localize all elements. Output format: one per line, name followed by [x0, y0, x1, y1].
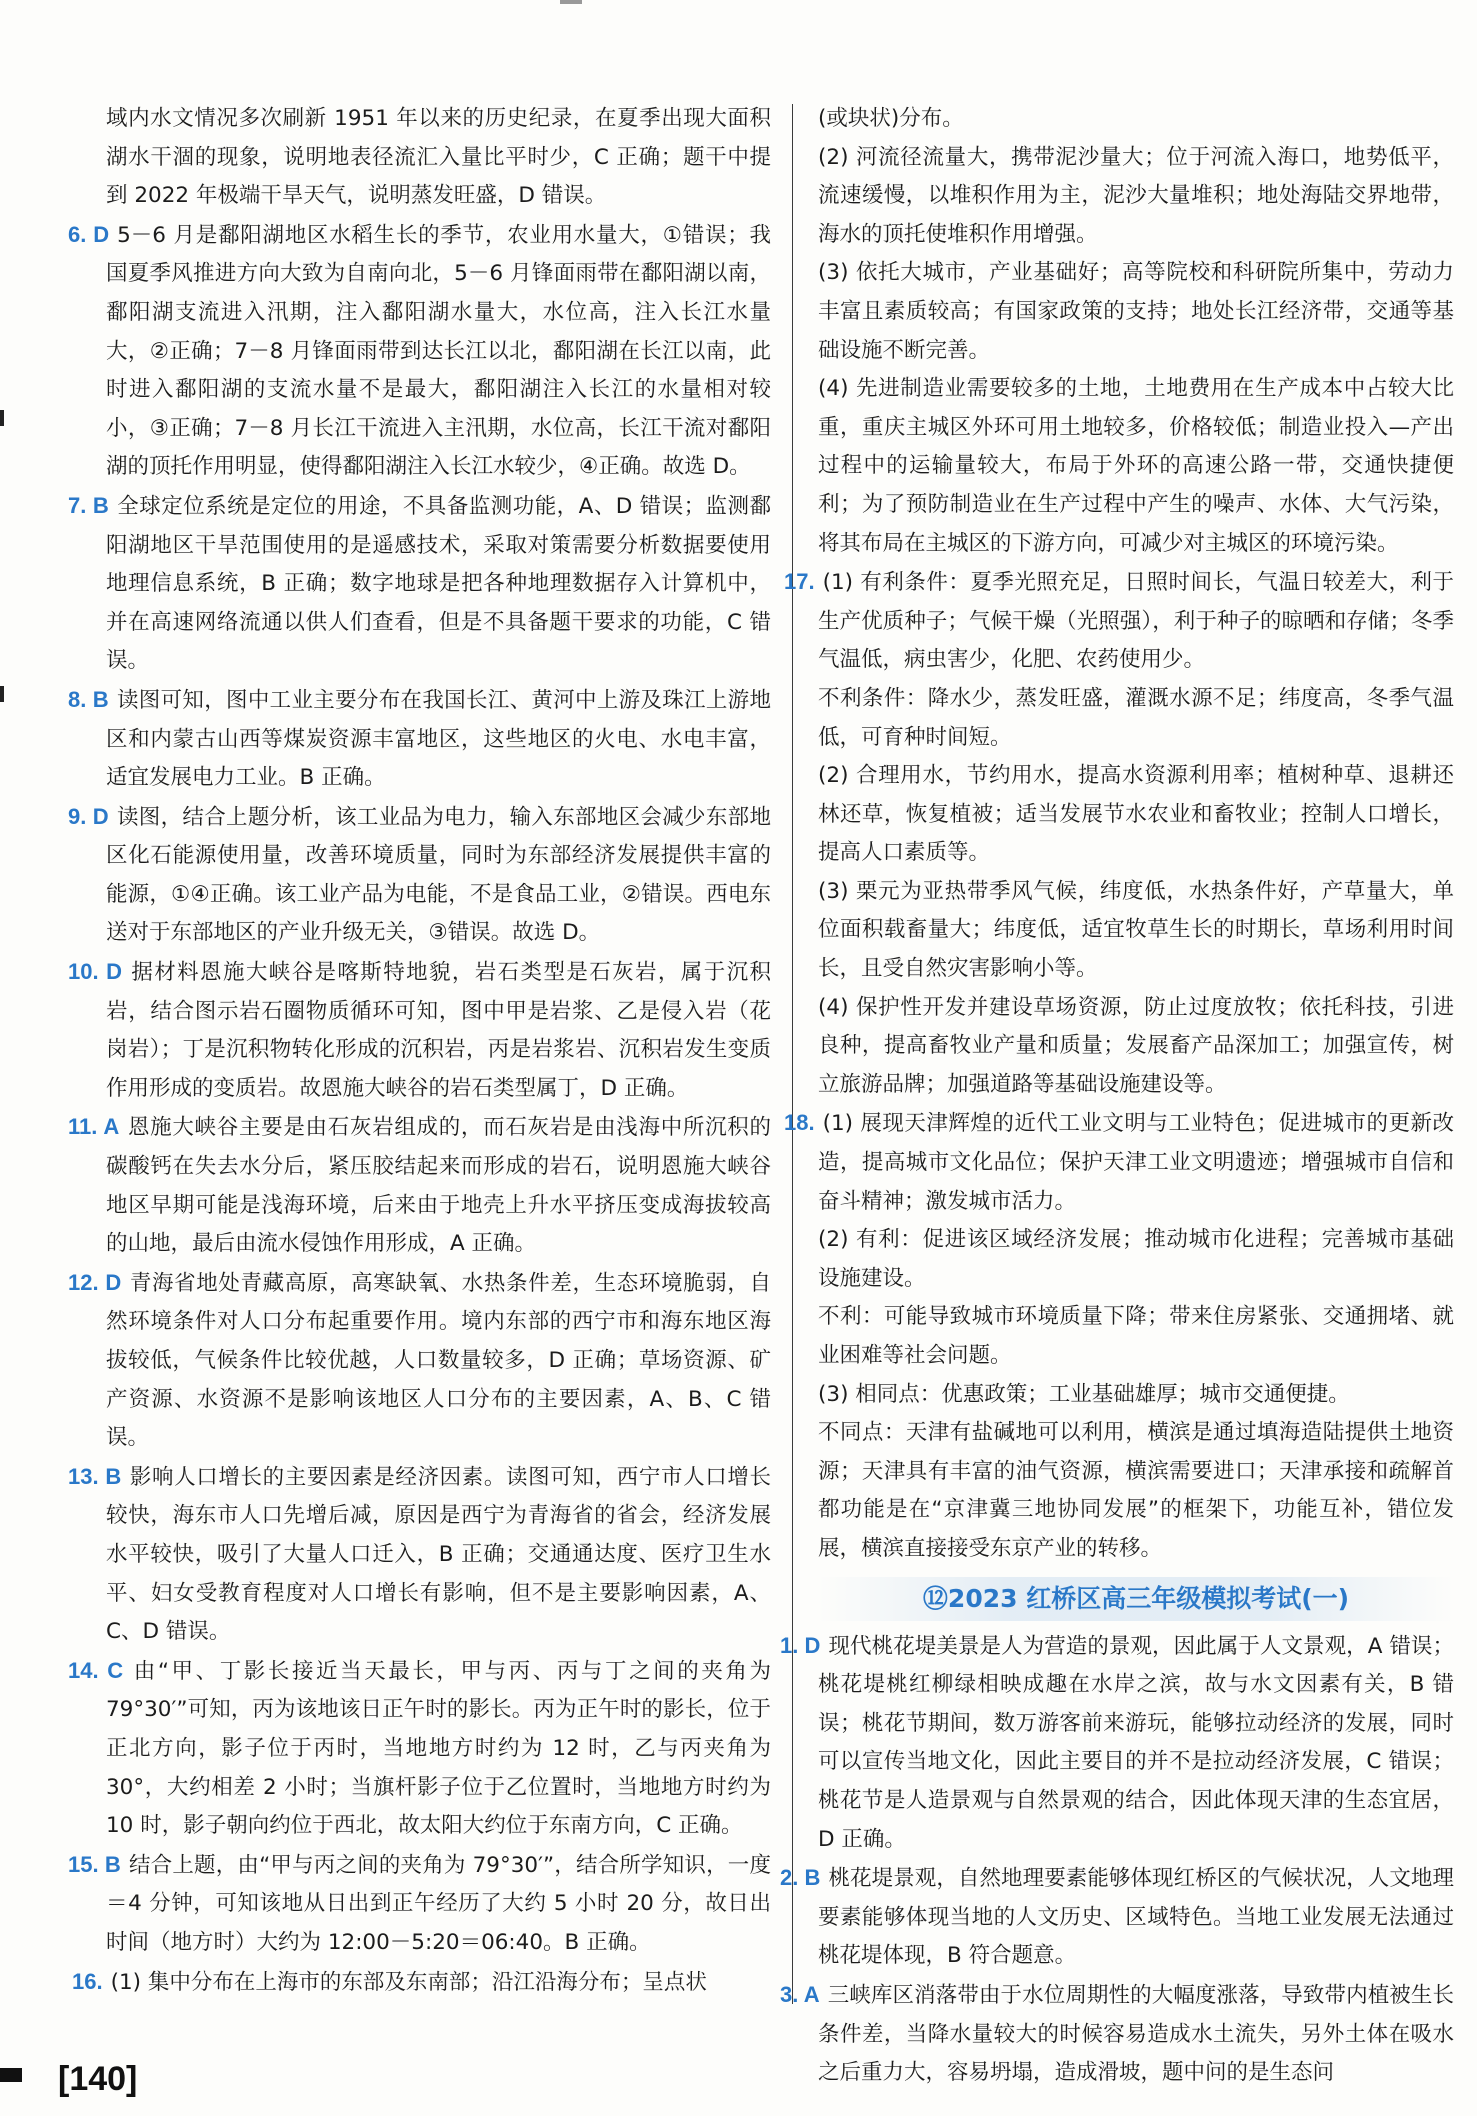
answer-paragraph — [68, 953, 771, 1108]
answer-paragraph — [68, 1652, 771, 1846]
column-divider — [792, 104, 793, 2004]
answer-text: 结合上题，由“甲与丙之间的夹角为 79°30′”，结合所学知识，一度＝4 分钟，可知该地从日出到正午经历了大约 5 小时 20 分，故日出时间（地方时）大约为 12:00－5:20＝06:40。B 正确。 — [106, 1852, 771, 1955]
question-number: 13. B — [68, 1463, 122, 1489]
answer-text: 不利条件：降水少，蒸发旺盛，灌溉水源不足；纬度高，冬季气温低，可育种时间短。 — [818, 685, 1454, 750]
question-number: 7. B — [68, 492, 109, 518]
answer-text: 不同点：天津有盐碱地可以利用，横滨是通过填海造陆提供土地资源；天津具有丰富的油气资源，横滨需要进口；天津承接和疏解首都功能是在“京津冀三地协同发展”的框架下，功能互补，错位发展，横滨直接接受东京产业的转移。 — [818, 1420, 1454, 1561]
answer-paragraph — [68, 1458, 771, 1652]
answer-paragraph — [818, 680, 1454, 757]
answer-text: 恩施大峡谷主要是由石灰岩组成的，而石灰岩是由浅海中所沉积的碳酸钙在失去水分后，紧压胶结起来而形成的岩石，说明恩施大峡谷地区早期可能是浅海环境，后来由于地壳上升水平挤压变成海拔较高的山地，最后由流水侵蚀作用形成，A 正确。 — [106, 1115, 771, 1257]
answer-paragraph — [780, 1859, 1454, 1976]
question-number: 3. A — [780, 1981, 820, 2007]
answer-text: 读图可知，图中工业主要分布在我国长江、黄河中上游及珠江上游地区和内蒙古山西等煤炭资源丰富地区，这些地区的火电、水电丰富，适宜发展电力工业。B 正确。 — [106, 687, 771, 791]
answer-paragraph — [106, 100, 771, 216]
answer-paragraph — [784, 1104, 1454, 1221]
answer-text: (或块状)分布。 — [818, 106, 964, 131]
answer-text: (1) 有利条件：夏季光照充足，日照时间长，气温日较差大，利于生产优质种子；气候干燥（光照强），利于种子的晾晒和存储；冬季气温低，病虫害少，化肥、农药使用少。 — [818, 570, 1454, 673]
answer-text: 现代桃花堤美景是人为营造的景观，因此属于人文景观，A 错误；桃花堤桃红柳绿相映成趣在水岸之滨，故与水文因素有关，B 错误；桃花节期间，数万游客前来游玩，能够拉动经济的发展，同时可以宣传当地文化，因此主要目的并不是拉动经济发展，C 错误；桃花节是人造景观与自然景观的结合，因此体现天津的生态宜居，D 正确。 — [818, 1633, 1454, 1852]
question-number: 14. C — [68, 1657, 124, 1683]
answer-text: (3) 依托大城市，产业基础好；高等院校和科研院所集中，劳动力丰富且素质较高；有国家政策的支持；地处长江经济带，交通等基础设施不断完善。 — [818, 260, 1454, 363]
answer-text: (1) 集中分布在上海市的东部及东南部；沿江沿海分布；呈点状 — [110, 1969, 707, 1995]
question-number: 8. B — [68, 686, 109, 712]
answer-text: (3) 相同点：优惠政策；工业基础雄厚；城市交通便捷。 — [818, 1381, 1350, 1407]
binding-mark — [0, 686, 4, 702]
binding-mark — [0, 410, 4, 426]
question-number: 9. D — [68, 803, 109, 829]
answer-text: 5－6 月是鄱阳湖地区水稻生长的季节，农业用水量大，①错误；我国夏季风推进方向大致为自南向北，5－6 月锋面雨带在鄱阳湖以南，鄱阳湖支流进入汛期，注入鄱阳湖水量大，水位高，注入长江水量大，②正确；7－8 月锋面雨带到达长江以北，鄱阳湖在长江以南，此时进入鄱阳湖的支流水量不是最大，鄱阳湖注入长江的水量相对较小，③正确；7－8 月长江干流进入主汛期，水位高，长江干流对鄱阳湖的顶托作用明显，使得鄱阳湖注入长江水较少，④正确。故选 D。 — [106, 222, 771, 480]
answer-text: 全球定位系统是定位的用途，不具备监测功能，A、D 错误；监测鄱阳湖地区干旱范围使用的是遥感技术，采取对策需要分析数据要使用地理信息系统，B 正确；数字地球是把各种地理数据存入计算机中，并在高速网络流通以供人们查看，但是不具备题干要求的功能，C 错误。 — [106, 493, 771, 674]
answer-text: 据材料恩施大峡谷是喀斯特地貌，岩石类型是石灰岩，属于沉积岩，结合图示岩石圈物质循环可知，图中甲是岩浆、乙是侵入岩（花岗岩）；丁是沉积物转化形成的沉积岩，丙是岩浆岩、沉积岩发生变质作用形成的变质岩。故恩施大峡谷的岩石类型属丁，D 正确。 — [106, 960, 771, 1101]
answer-paragraph — [68, 1108, 771, 1263]
answer-paragraph — [780, 1627, 1454, 1860]
answer-paragraph — [818, 254, 1454, 370]
corner-mark — [0, 2068, 22, 2082]
answer-text: (2) 合理用水，节约用水，提高水资源利用率；植树种草、退耕还林还草，恢复植被；适当发展节水农业和畜牧业；控制人口增长，提高人口素质等。 — [818, 763, 1454, 866]
answer-paragraph — [818, 1221, 1454, 1298]
question-number: 6. D — [68, 221, 110, 247]
left-column — [68, 100, 771, 2002]
answer-paragraph — [780, 1976, 1454, 2093]
answer-paragraph — [68, 1264, 771, 1458]
answer-text: (4) 保护性开发并建设草场资源，防止过度放牧；依托科技，引进良种，提高畜牧业产量和质量；发展畜产品深加工；加强宣传，树立旅游品牌；加强道路等基础设施建设等。 — [818, 994, 1454, 1097]
section-title: ⑫2023 红桥区高三年级模拟考试(一) — [818, 1577, 1454, 1621]
answer-text: 读图，结合上题分析，该工业品为电力，输入东部地区会减少东部地区化石能源使用量，改善环境质量，同时为东部经济发展提供丰富的能源，①④正确。该工业产品为电能，不是食品工业，②错误。西电东送对于东部地区的产业升级无关，③错误。故选 D。 — [106, 804, 771, 946]
question-number: 16. — [72, 1968, 103, 1994]
question-number: 11. A — [68, 1114, 120, 1140]
question-number: 12. D — [68, 1269, 122, 1295]
top-edge-mark — [560, 0, 582, 4]
answer-text: 青海省地处青藏高原，高寒缺氧、水热条件差，生态环境脆弱，自然环境条件对人口分布起重要作用。境内东部的西宁市和海东地区海拔较低，气候条件比较优越，人口数量较多，D 正确；草场资源、矿产资源、水资源不是影响该地区人口分布的主要因素，A、B、C 错误。 — [106, 1270, 771, 1451]
question-number: 15. B — [68, 1851, 121, 1877]
question-number: 2. B — [780, 1865, 821, 1891]
answer-text: 由“甲、丁影长接近当天最长，甲与丙、丙与丁之间的夹角为 79°30′”可知，丙为该地该日正午时的影长。丙为正午时的影长，位于正北方向，影子位于丙时，当地地方时约为 12 时，乙与丙夹角为 30°，大约相差 2 小时；当旗杆影子位于乙位置时，当地地方时约为 10 时，影子朝向约位于西北，故太阳大约位于东南方向，C 正确。 — [106, 1658, 771, 1839]
answer-paragraph — [818, 370, 1454, 563]
answer-text: 三峡库区消落带由于水位周期性的大幅度涨落，导致带内植被生长条件差，当降水量较大的时候容易造成水土流失，另外土体在吸水之后重力大，容易坍塌，造成滑坡，题中问的是生态问 — [818, 1982, 1454, 2086]
answer-text: 不利：可能导致城市环境质量下降；带来住房紧张、交通拥堵、就业困难等社会问题。 — [818, 1304, 1454, 1368]
answer-paragraph — [784, 563, 1454, 680]
answer-text: (2) 河流径流量大，携带泥沙量大；位于河流入海口，地势低平，流速缓慢，以堆积作用为主，泥沙大量堆积；地处海陆交界地带，海水的顶托使堆积作用增强。 — [818, 144, 1454, 247]
answer-paragraph — [818, 139, 1454, 255]
answer-text: (1) 展现天津辉煌的近代工业文明与工业特色；促进城市的更新改造，提高城市文化品位；保护天津工业文明遗迹；增强城市自信和奋斗精神；激发城市活力。 — [818, 1111, 1454, 1214]
answer-paragraph — [818, 873, 1454, 989]
page-number: [140] — [58, 2060, 138, 2098]
answer-text: 影响人口增长的主要因素是经济因素。读图可知，西宁市人口增长较快，海东市人口先增后减，原因是西宁为青海省的省会，经济发展水平较快，吸引了大量人口迁入，B 正确；交通通达度、医疗卫生水平、妇女受教育程度对人口增长有影响，但不是主要影响因素，A、C、D 错误。 — [106, 1464, 771, 1645]
question-number: 18. — [784, 1110, 815, 1136]
answer-paragraph — [818, 989, 1454, 1105]
answer-paragraph — [68, 487, 771, 681]
answer-text: 桃花堤景观，自然地理要素能够体现红桥区的气候状况，人文地理要素能够体现当地的人文历史、区域特色。当地工业发展无法通过桃花堤体现，B 符合题意。 — [818, 1866, 1454, 1969]
answer-text: (4) 先进制造业需要较多的土地，土地费用在生产成本中占较大比重，重庆主城区外环可用土地较多，价格较低；制造业投入—产出过程中的运输量较大，布局于外环的高速公路一带，交通快捷便利；为了预防制造业在生产过程中产生的噪声、水体、大气污染，将其布局在主城区的下游方向，可减少对主城区的环境污染。 — [818, 376, 1454, 556]
right-column — [780, 100, 1454, 2093]
question-number: 1. D — [780, 1632, 821, 1658]
answer-paragraph — [68, 216, 771, 487]
answer-text: (2) 有利：促进该区域经济发展；推动城市化进程；完善城市基础设施建设。 — [818, 1227, 1454, 1291]
answer-text: 域内水文情况多次刷新 1951 年以来的历史纪录，在夏季出现大面积湖水干涸的现象，说明地表径流汇入量比平时少，C 正确；题干中提到 2022 年极端干旱天气，说明蒸发旺盛，D 错误。 — [106, 106, 771, 209]
answer-paragraph — [818, 1376, 1454, 1415]
answer-text: (3) 栗元为亚热带季风气候，纬度低，水热条件好，产草量大，单位面积载畜量大；纬度低，适宜牧草生长的时期长，草场利用时间长，且受自然灾害影响小等。 — [818, 878, 1454, 982]
answer-paragraph — [818, 100, 1454, 139]
answer-paragraph — [818, 1298, 1454, 1375]
answer-paragraph — [818, 757, 1454, 873]
question-number: 10. D — [68, 959, 122, 985]
question-number: 17. — [784, 569, 815, 595]
answer-paragraph — [818, 1414, 1454, 1568]
answer-paragraph — [68, 681, 771, 798]
answer-paragraph — [72, 1963, 771, 2003]
answer-paragraph — [68, 1846, 771, 1963]
answer-paragraph — [68, 798, 771, 953]
